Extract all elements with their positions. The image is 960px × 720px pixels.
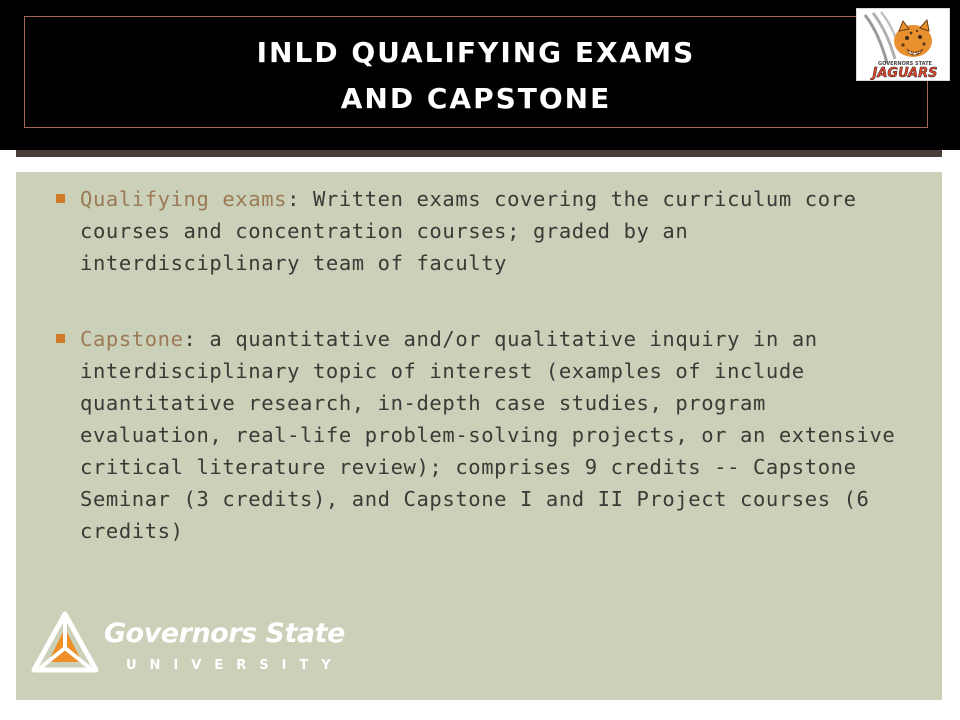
jaguar-mascot-icon bbox=[856, 8, 950, 81]
bullet-term: Capstone bbox=[80, 327, 184, 351]
bullet-square-icon bbox=[56, 194, 65, 203]
bullet-square-icon bbox=[56, 334, 65, 343]
university-wordmark: UNIVERSITY bbox=[126, 658, 344, 673]
bullet-capstone bbox=[56, 323, 916, 547]
slide-title-line-2: AND CAPSTONE bbox=[340, 82, 612, 115]
slide-title-line-1: INLD QUALIFYING EXAMS bbox=[256, 36, 696, 69]
slide-title bbox=[24, 30, 928, 122]
university-logo bbox=[30, 610, 350, 680]
jaguar-logo-text: JAGUARS bbox=[872, 66, 938, 81]
jaguar-logo-subtext: GOVERNORS STATE bbox=[878, 61, 932, 67]
bullet-list bbox=[56, 183, 916, 547]
bullet-text: : a quantitative and/or qualitative inquiry in an interdisciplinary topic of interest (examples of include quantitative research, in-depth case studies, program evaluation, real-life problem-solving projects, or an extensive critical literature review); comprises 9 credits -- Capstone Seminar (3 credits), and Capstone I and II Project courses (6 credits) bbox=[80, 327, 896, 543]
bullet-qualifying-exams bbox=[56, 183, 916, 279]
jaguar-mascot-graphic bbox=[857, 9, 950, 81]
bullet-term: Qualifying exams bbox=[80, 187, 288, 211]
university-name: Governors State bbox=[104, 618, 345, 649]
bullet-text: : Written exams covering the curriculum core courses and concentration courses; graded by an interdisciplinary team of faculty bbox=[80, 187, 857, 275]
gsu-triangle-emblem-icon bbox=[30, 610, 100, 676]
title-shadow-strip bbox=[16, 150, 942, 157]
